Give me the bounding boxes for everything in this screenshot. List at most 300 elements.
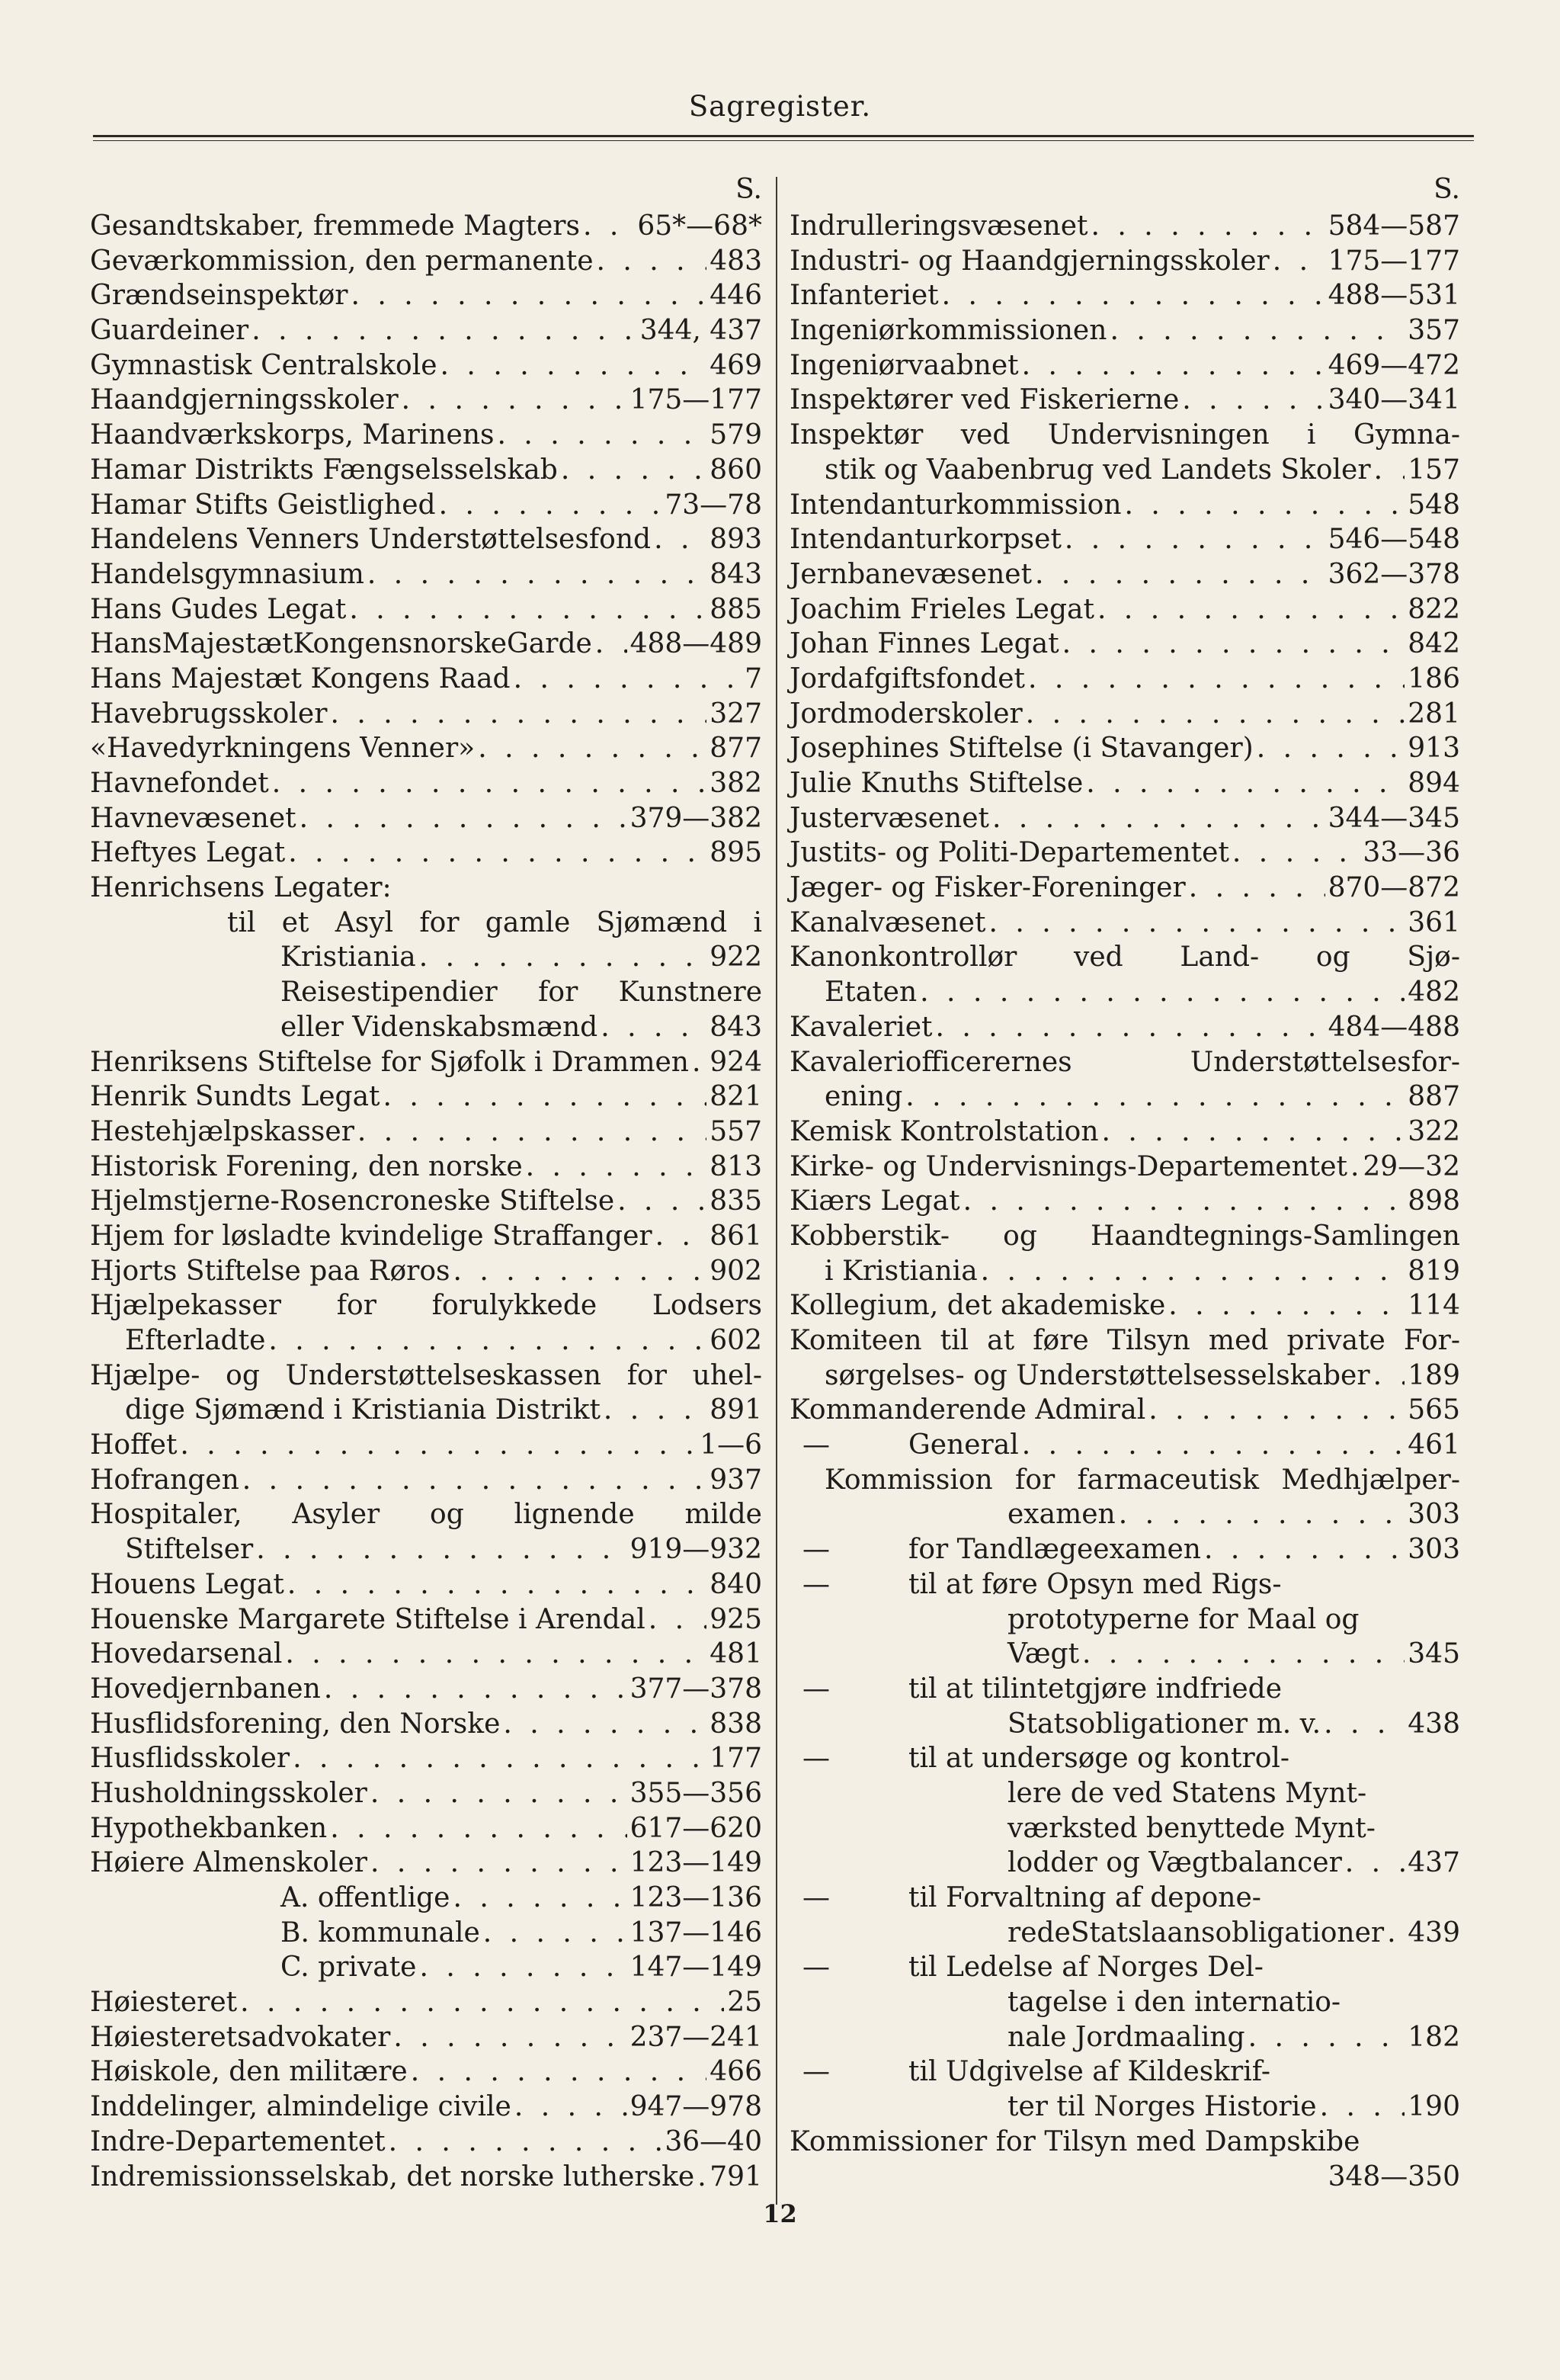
index-entry [90,940,762,975]
page-ref: 565 [1408,1394,1460,1426]
entry-title: Kemisk Kontrolstation [790,1115,1099,1147]
index-entry [790,1881,1460,1916]
index-entry-line: Hjælpe- og Understøttelseskassen for uhel- [90,1359,762,1391]
index-entry [90,1881,762,1916]
dot-leader [419,940,707,975]
dot-leader [1350,1150,1360,1185]
page-ref: 898 [1408,1185,1460,1217]
dot-leader [1204,1532,1405,1567]
page-number: 12 [763,2199,797,2228]
index-entry [790,906,1460,941]
dot-leader [1097,592,1405,627]
entry-title: C. private [280,1952,417,1984]
index-entry [790,662,1460,697]
entry-title: redeStatslaansobligationer [1007,1917,1385,1949]
page-ref: 822 [1408,593,1460,625]
index-entry [90,1428,762,1463]
dot-leader [330,697,706,732]
entry-title: Husflidsforening, den Norske [90,1708,501,1740]
page-ref: 484—488 [1328,1011,1460,1043]
entry-title: Josephines Stiftelse (i Stavanger) [790,733,1254,765]
page-ref: 377—378 [629,1673,762,1705]
index-entry-line: Henrichsens Legater: [90,872,392,904]
entry-title: Jordmoderskoler [790,698,1023,730]
page-ref: 891 [710,1394,762,1426]
dot-leader [1182,383,1325,418]
dot-leader [514,662,742,697]
index-entry-line: Kommission for farmaceutisk Medhjælper- [825,1464,1460,1496]
ditto-dash: — [802,1568,830,1600]
page-ref: 819 [1408,1255,1460,1287]
dot-leader [453,1254,707,1289]
index-entry [90,383,762,418]
index-entry-line: tagelse i den internatio- [1007,1987,1341,2019]
page-ref: 344, 437 [639,315,762,347]
index-entry [90,348,762,383]
dot-leader [692,1045,706,1080]
page-ref: 303 [1408,1499,1460,1531]
page-ref: 355—356 [629,1777,762,1809]
index-entry [90,1741,762,1776]
dot-leader [324,1672,627,1707]
entry-title: lodder og Vægtbalancer [1007,1847,1342,1879]
entry-title: Gymnastisk Centralskole [90,349,437,381]
entry-title: Hjorts Stiftelse paa Røros [90,1255,450,1287]
dot-leader [1125,488,1405,523]
index-entry [790,1497,1460,1532]
page-ref: 157 [1408,454,1460,486]
dot-leader [1232,836,1360,871]
index-entry [90,627,762,662]
page-ref: 919—932 [629,1534,762,1566]
page-ref: 36—40 [665,2125,762,2157]
page-ref: 947—978 [629,2091,762,2123]
entry-title: Jernbanevæsenet [790,558,1033,590]
entry-title: HansMajestætKongensnorskeGarde [90,628,592,660]
index-entry [790,348,1460,383]
index-entry [790,975,1460,1010]
entry-title: Kommanderende Admiral [790,1394,1146,1426]
dot-leader [1189,871,1325,906]
index-entry [790,592,1460,627]
page-ref: 821 [710,1081,762,1113]
index-entry [90,1393,762,1428]
page-ref: 123—136 [629,1882,762,1913]
index-entry [90,731,762,766]
index-entry [790,1288,1460,1323]
entry-title: Hamar Distrikts Fængselsselskab [90,454,558,486]
dot-leader [1373,1358,1405,1394]
page-ref: 791 [710,2160,762,2192]
index-entry-line: værksted benyttede Mynt- [1007,1812,1376,1844]
index-entry [790,278,1460,313]
entry-title: Havebrugsskoler [90,698,328,730]
entry-title: Kirke- og Undervisnings-Departementet [790,1150,1348,1182]
dot-leader [1035,557,1325,592]
column-page-heading: S. [735,174,762,205]
dot-leader [1248,2020,1405,2055]
dot-leader [402,383,627,418]
entry-title: B. kommunale [280,1917,480,1949]
entry-title: Ingeniørkommissionen [790,315,1107,347]
dot-leader [617,1184,706,1219]
column-page-heading: S. [1433,174,1460,205]
dot-leader [440,348,707,383]
page-ref: 439 [1408,1917,1460,1949]
page-ref: 893 [710,524,762,556]
dot-leader [389,2125,662,2160]
index-entry-line: Inspektør ved Undervisningen i Gymna- [790,419,1460,451]
entry-title: Stiftelser [125,1534,254,1566]
index-entry [790,2090,1460,2125]
entry-title: General [908,1429,1019,1461]
page-ref: 322 [1408,1115,1460,1147]
index-entry [90,1950,762,1985]
entry-title: nale Jordmaaling [1007,2021,1245,2053]
right-column [790,171,1460,2194]
dot-leader [981,1254,1405,1289]
entry-title: Heftyes Legat [90,837,286,869]
dot-leader [1324,1707,1405,1742]
index-entry [90,2125,762,2160]
entry-title: for Tandlægeexamen [908,1534,1201,1566]
index-entry [790,1532,1460,1567]
dot-leader [1257,731,1405,766]
entry-title: examen [1007,1499,1116,1531]
entry-title: til Ledelse af Norges Del- [908,1952,1264,1984]
page-ref: 361 [1408,906,1460,938]
index-entry [790,1950,1460,1985]
index-entry-line: lere de ved Statens Mynt- [1007,1777,1367,1809]
dot-leader [697,2160,706,2195]
entry-title: Historisk Forening, den norske [90,1150,523,1182]
entry-title: Justervæsenet [790,802,989,834]
entry-title: ening [825,1081,903,1113]
index-entry [90,1219,762,1254]
page-ref: 488—531 [1328,280,1460,312]
entry-title: Hans Gudes Legat [90,593,347,625]
dot-leader [1110,313,1405,348]
entry-title: Vægt [1007,1638,1080,1670]
entry-title: Hovedjernbanen [90,1673,321,1705]
page-ref: 303 [1408,1534,1460,1566]
page-ref: 842 [1408,628,1460,660]
index-entry [790,383,1460,418]
index-entry [790,1150,1460,1185]
page-ref: 488—489 [629,628,762,660]
entry-title: Jæger- og Fisker-Foreninger [790,872,1186,904]
dot-leader [1119,1497,1405,1532]
page-ref: 838 [710,1708,762,1740]
index-entry [790,1637,1460,1672]
header-rule-thin [93,140,1474,141]
page-ref: 137—146 [629,1917,762,1949]
page-ref: 281 [1408,698,1460,730]
entry-title: Havnefondet [90,768,269,799]
page-ref: 469 [710,349,762,381]
index-entry [790,1428,1460,1463]
dot-leader [411,2054,707,2090]
index-entry [90,766,762,801]
index-entry [790,697,1460,732]
entry-title: ter til Norges Historie [1007,2091,1317,2123]
dot-leader [251,313,637,348]
entry-title: Hamar Stifts Geistlighed [90,489,436,521]
dot-leader [597,244,707,279]
page-ref: 379—382 [629,802,762,834]
page-ref: 1—6 [700,1429,762,1461]
entry-title: Havnevæsenet [90,802,296,834]
page-ref: 344—345 [1328,802,1460,834]
dot-leader [370,1776,627,1811]
page-ref: 557 [710,1115,762,1147]
dot-leader [393,2020,626,2055]
page-ref: 843 [710,558,762,590]
dot-leader [503,1707,706,1742]
entry-title: Henriksens Stiftelse for Sjøfolk i Drammen [90,1046,689,1078]
index-entry-line: Reisestipendier for Kunstnere [280,977,762,1009]
entry-title: Efterladte [125,1325,266,1356]
dot-leader [1082,1637,1405,1672]
page-ref: 483 [710,245,762,277]
page-ref: 482 [1408,977,1460,1009]
page-ref: 438 [1408,1708,1460,1740]
entry-title: Inspektører ved Fiskerierne [790,384,1180,416]
index-entry [90,1184,762,1219]
dot-leader [240,1985,724,2020]
page-ref: 25 [727,1987,762,2019]
index-entry [90,1672,762,1707]
entry-title: Intendanturkommission [790,489,1122,521]
page-ref: 579 [710,419,762,451]
dot-leader [256,1532,626,1567]
page-ref: 924 [710,1046,762,1078]
dot-leader [180,1428,697,1463]
page-ref: 33—36 [1363,837,1460,869]
entry-title: Kollegium, det akademiske [790,1290,1166,1322]
index-entry [90,1846,762,1881]
index-entry [790,1741,1460,1776]
ditto-dash: — [802,1429,830,1461]
page-ref: 922 [710,941,762,973]
entry-title: Handelens Venners Understøttelsesfond [90,524,652,556]
index-entry [90,1985,762,2020]
entry-title: Hypothekbanken [90,1812,328,1844]
index-entry [790,871,1460,906]
index-entry [90,1567,762,1602]
index-entry-line: Kommissioner for Tilsyn med Dampskibe [790,2125,1360,2157]
dot-leader [293,1741,706,1776]
entry-title: til Forvaltning af depone- [908,1882,1261,1913]
index-entry [90,1463,762,1498]
dot-leader [1086,766,1405,801]
index-entry [90,1150,762,1185]
entry-title: Hovedarsenal [90,1638,283,1670]
page-ref: 327 [710,698,762,730]
entry-title: Henrik Sundts Legat [90,1081,380,1113]
index-entry [90,801,762,836]
index-entry [90,2160,762,2195]
entry-title: dige Sjømænd i Kristiania Distrikt [125,1394,601,1426]
entry-title: Geværkommission, den permanente [90,245,594,277]
dot-leader [1374,453,1405,488]
entry-title: i Kristiania [825,1255,978,1287]
entry-title: Houenske Margarete Stiftelse i Arendal [90,1603,645,1635]
page-ref: 182 [1408,2021,1460,2053]
entry-title: Høiesteretsadvokater [90,2021,391,2053]
index-entry [90,313,762,348]
index-entry [790,1254,1460,1289]
entry-title: Industri- og Haandgjerningsskoler [790,245,1270,277]
dot-leader [349,592,706,627]
page-ref: 913 [1408,733,1460,765]
dot-leader [905,1079,1405,1115]
entry-title: Husflidsskoler [90,1743,290,1775]
index-entry [90,1079,762,1115]
index-entry [90,1811,762,1846]
index-entry-pages [790,2160,1460,2195]
entry-title: Johan Finnes Legat [790,628,1059,660]
index-entry [790,557,1460,592]
ditto-dash: — [802,1743,830,1775]
entry-title: Kiærs Legat [790,1185,960,1217]
index-entry [90,278,762,313]
entry-title: Jordafgiftsfondet [790,662,1025,694]
index-entry-line: Hjælpekasser for forulykkede Lodsers [90,1290,762,1322]
entry-title: Statsobligationer m. v. [1007,1708,1321,1740]
page-ref: 461 [1408,1429,1460,1461]
entry-title: Hans Majestæt Kongens Raad [90,662,511,694]
index-entry [90,488,762,523]
dot-leader [1273,244,1325,279]
index-entry [90,1115,762,1150]
index-entry [790,313,1460,348]
dot-leader [649,1602,707,1637]
entry-title: eller Videnskabsmænd [280,1011,598,1043]
page-ref: 382 [710,768,762,799]
index-entry [90,836,762,871]
entry-title: Hjelmstjerne-Rosencroneske Stiftelse [90,1185,615,1217]
page-ref: 123—149 [629,1847,762,1879]
index-entry [90,209,762,244]
ditto-dash: — [802,1882,830,1913]
entry-title: Høiskole, den militære [90,2056,408,2088]
entry-title: Kanalvæsenet [790,906,986,938]
dot-leader [272,766,707,801]
entry-title: Høiere Almenskoler [90,1847,367,1879]
dot-leader [583,209,634,244]
index-entry [90,592,762,627]
entry-title: Indremissionsselskab, det norske lutherske [90,2160,695,2192]
entry-title: Indrulleringsvæsenet [790,210,1088,242]
entry-title: Hestehjælpskasser [90,1115,354,1147]
index-entry [90,1637,762,1672]
page-ref: 843 [710,1011,762,1043]
index-entry [90,1010,762,1045]
dot-leader [288,836,706,871]
page-ref: 446 [710,280,762,312]
dot-leader [351,278,707,313]
index-entry [90,1254,762,1289]
page-ref: 925 [710,1603,762,1635]
dot-leader [300,801,627,836]
ditto-dash: — [802,1673,830,1705]
page-ref: 602 [710,1325,762,1356]
index-entry [790,766,1460,801]
index-entry [790,1115,1460,1150]
entry-title: til at tilintetgjøre indfriede [908,1673,1283,1705]
dot-leader [604,1393,706,1428]
entry-title: «Havedyrkningens Venner» [90,733,476,765]
page-ref: 617—620 [629,1812,762,1844]
page-ref: 362—378 [1328,558,1460,590]
column-divider [776,177,777,2205]
dot-leader [1022,348,1325,383]
page-ref: 357 [1408,315,1460,347]
page-ref: 887 [1408,1081,1460,1113]
entry-title: Hoffet [90,1429,178,1461]
dot-leader [963,1184,1405,1219]
dot-leader [1345,1846,1405,1881]
index-entries-right [790,209,1460,2194]
page-ref: 885 [710,593,762,625]
entry-title: til at undersøge og kontrol- [908,1743,1290,1775]
dot-leader [268,1323,706,1358]
dot-leader [370,1846,627,1881]
index-entry [790,1672,1460,1707]
dot-leader [420,1950,627,1985]
dot-leader [1320,2090,1405,2125]
page-ref: 902 [710,1255,762,1287]
entry-title: A. offentlige [280,1882,450,1913]
dot-leader [242,1463,706,1498]
index-entry [790,1707,1460,1742]
dot-leader [357,1115,706,1150]
entry-title: sørgelses- og Understøttelsesselskaber [825,1359,1370,1391]
ditto-dash: — [802,2056,830,2088]
page-ref: 870—872 [1328,872,1460,904]
dot-leader [287,1567,706,1602]
dot-leader [561,453,706,488]
header-rule [93,135,1474,137]
dot-leader [330,1811,626,1846]
entry-title: Handelsgymnasium [90,558,364,590]
page-ref: 190 [1408,2091,1460,2123]
dot-leader [601,1010,706,1045]
entry-title: Joachim Frieles Legat [790,593,1094,625]
entry-title: Grændseinspektør [90,280,348,312]
dot-leader [595,627,627,662]
page-ref: 481 [710,1638,762,1670]
index-entry [790,488,1460,523]
index-entry-line: prototyperne for Maal og [1007,1603,1360,1635]
dot-leader [1102,1115,1405,1150]
page-ref: 29—32 [1363,1150,1460,1182]
index-entry [790,1567,1460,1602]
entry-title: Haandværkskorps, Marinens [90,419,495,451]
dot-leader [988,906,1405,941]
index-entry [790,2020,1460,2055]
index-entry [790,1916,1460,1951]
index-entry [90,697,762,732]
page-ref: 114 [1408,1290,1460,1322]
dot-leader [285,1637,706,1672]
dot-leader [1028,662,1405,697]
page-ref: 813 [710,1150,762,1182]
index-entry [90,1916,762,1951]
entry-title: Houens Legat [90,1568,284,1600]
dot-leader [367,557,706,592]
